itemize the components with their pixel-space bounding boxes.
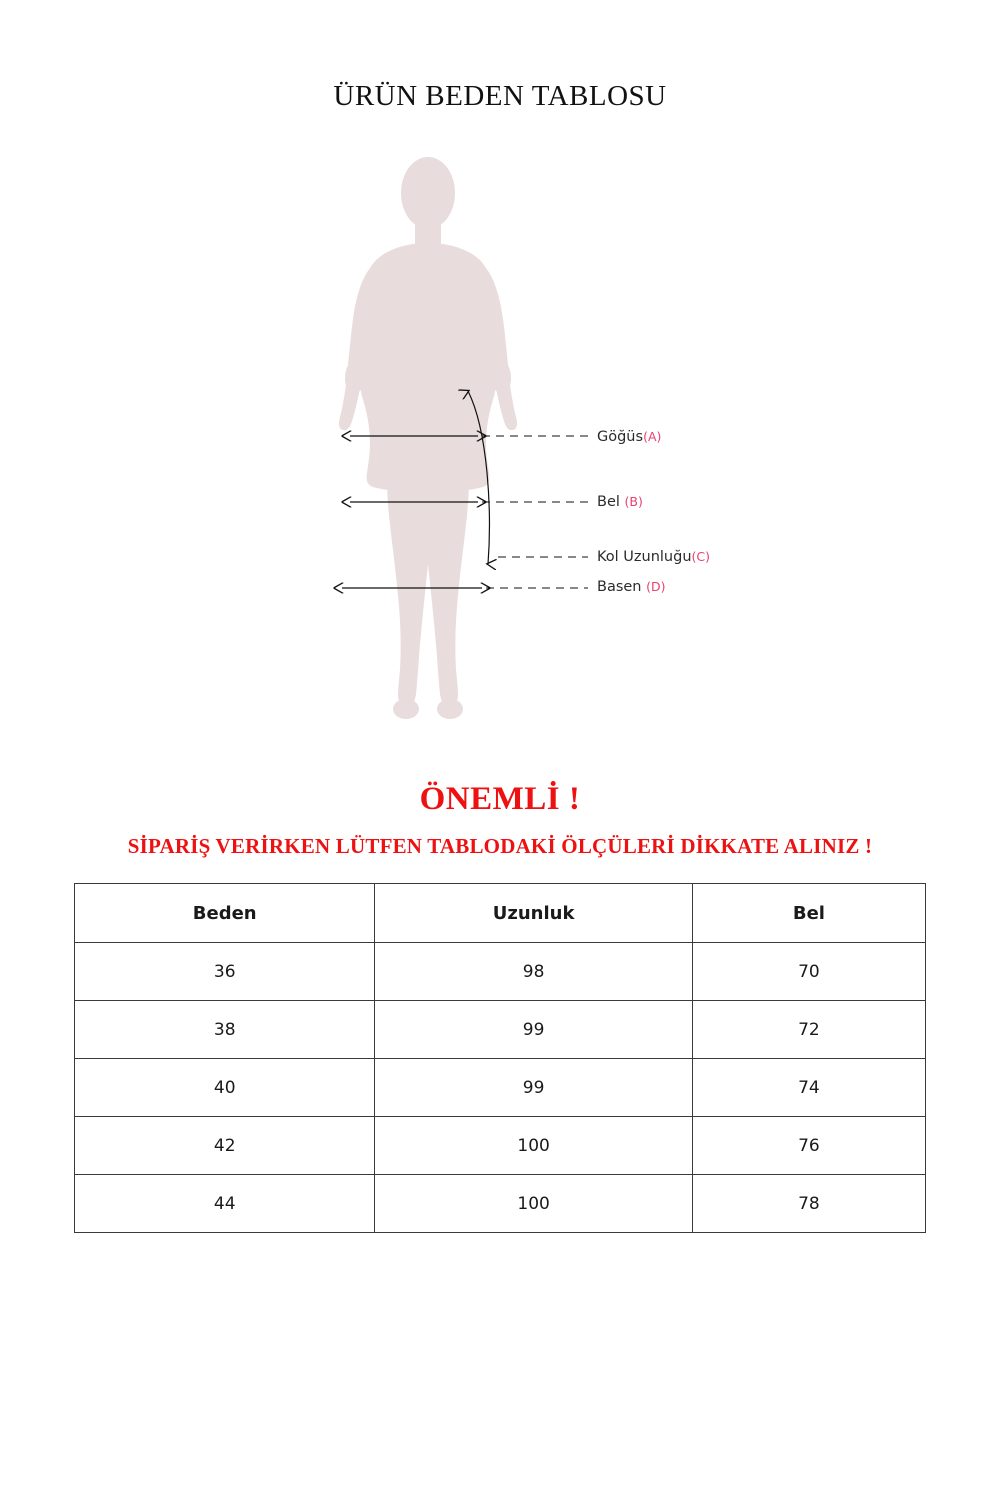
cell-uzunluk: 100 [375,1117,692,1175]
legend-label-basen: Basen [597,579,642,595]
cell-bel: 74 [692,1059,925,1117]
cell-beden: 42 [75,1117,375,1175]
legend-label-bel: Bel [597,494,620,510]
legend-label-kol-uzunlugu: Kol Uzunluğu [597,549,692,565]
table-row [75,1059,926,1117]
cell-uzunluk: 98 [375,943,692,1001]
cell-bel: 72 [692,1001,925,1059]
size-table [74,883,926,1233]
legend-letter-kol-uzunlugu: (C) [691,549,710,564]
cell-uzunluk: 99 [375,1059,692,1117]
table-row [75,1117,926,1175]
legend-item-bel [597,494,643,510]
measurement-figure [0,131,1000,781]
legend-label-gogus: Göğüs [597,429,644,445]
cell-bel: 78 [692,1175,925,1233]
table-header-beden: Beden [75,884,375,943]
cell-uzunluk: 99 [375,1001,692,1059]
warning-block [0,781,1000,859]
size-table-container [74,883,926,1233]
female-silhouette-icon [270,131,730,781]
cell-bel: 76 [692,1117,925,1175]
warning-subtext: SİPARİŞ VERİRKEN LÜTFEN TABLODAKİ ÖLÇÜLERİ DİKKATE ALINIZ ! [127,834,873,858]
table-row [75,943,926,1001]
cell-uzunluk: 100 [375,1175,692,1233]
page-title: ÜRÜN BEDEN TABLOSU [333,80,667,112]
table-header-row [75,884,926,943]
cell-bel: 70 [692,943,925,1001]
legend-item-gogus [597,429,661,445]
cell-beden: 36 [75,943,375,1001]
legend-letter-gogus: (A) [643,429,662,444]
table-row [75,1001,926,1059]
warning-heading: ÖNEMLİ ! [419,781,581,817]
cell-beden: 40 [75,1059,375,1117]
legend-letter-basen: (D) [646,579,666,594]
table-row [75,1175,926,1233]
cell-beden: 38 [75,1001,375,1059]
table-header-uzunluk: Uzunluk [375,884,692,943]
cell-beden: 44 [75,1175,375,1233]
legend-item-basen [597,579,666,595]
legend-letter-bel: (B) [624,494,643,509]
legend-item-kol-uzunlugu [597,549,710,565]
table-header-bel: Bel [692,884,925,943]
